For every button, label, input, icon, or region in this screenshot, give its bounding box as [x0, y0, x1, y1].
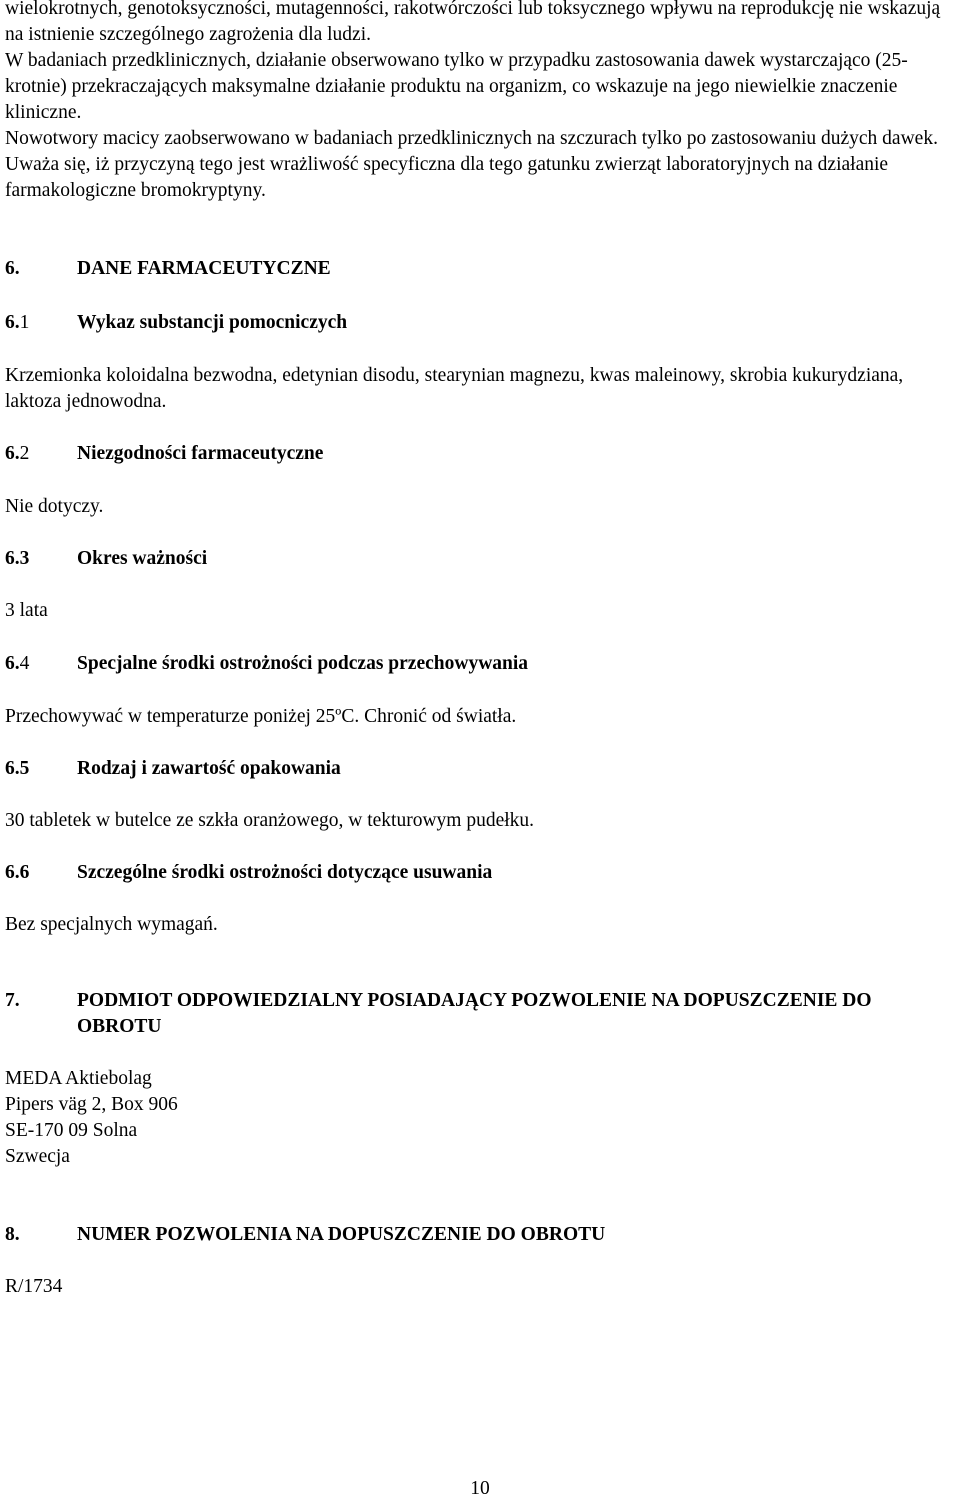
section-title: Specjalne środki ostrożności podczas przechowywania — [77, 653, 529, 674]
address-line: SE-170 09 Solna — [5, 1120, 138, 1141]
section-title: Niezgodności farmaceutyczne — [77, 443, 324, 464]
section-6-5-heading — [5, 756, 957, 782]
section-6-4-body: Przechowywać w temperaturze poniżej 25ºC. Chronić od światła. — [5, 706, 517, 727]
section-number: 6.2 — [5, 443, 30, 464]
intro-paragraph: wielokrotnych, genotoksyczności, mutagenności, rakotwórczości lub toksycznego wpływu na reprodukcję nie wskazują na istnienie szczególnego zagrożenia dla ludzi. — [5, 0, 941, 45]
section-number: 8. — [5, 1224, 20, 1245]
section-6-1-body: Krzemionka koloidalna bezwodna, edetynian disodu, stearynian magnezu, kwas maleinowy, skrobia kukurydziana, laktoza jednowodna. — [5, 365, 904, 412]
intro-paragraph: Nowotwory macicy zaobserwowano w badaniach przedklinicznych na szczurach tylko po zastosowaniu dużych dawek. Uważa się, iż przyczyną tego jest wrażliwość specyficzna dla tego gatunku zwierząt laboratoryjnych na działanie farmakologiczne bromokryptyny. — [5, 128, 938, 201]
section-title: DANE FARMACEUTYCZNE — [77, 258, 331, 279]
section-6-5-body: 30 tabletek w butelce ze szkła oranżowego, w tekturowym pudełku. — [5, 810, 535, 831]
section-title: NUMER POZWOLENIA NA DOPUSZCZENIE DO OBROTU — [77, 1224, 606, 1245]
section-7-heading — [5, 988, 957, 1040]
section-6-1-heading — [5, 310, 957, 336]
section-number: 6.5 — [5, 758, 30, 779]
section-6-6-body: Bez specjalnych wymagań. — [5, 914, 218, 935]
address-line: MEDA Aktiebolag — [5, 1068, 152, 1089]
section-number: 6.4 — [5, 653, 30, 674]
section-6-4-heading — [5, 651, 957, 677]
section-number: 6.6 — [5, 862, 30, 883]
address-line: Pipers väg 2, Box 906 — [5, 1094, 178, 1115]
section-number: 6.1 — [5, 312, 30, 333]
section-6-3-heading — [5, 546, 957, 572]
section-number: 6. — [5, 258, 20, 279]
section-8-heading — [5, 1222, 957, 1248]
section-title: PODMIOT ODPOWIEDZIALNY POSIADAJĄCY POZWOLENIE NA DOPUSZCZENIE DO OBROTU — [77, 990, 872, 1037]
page-number: 10 — [470, 1478, 490, 1499]
section-6-heading — [5, 256, 957, 282]
section-title: Rodzaj i zawartość opakowania — [77, 758, 341, 779]
section-8-body: R/1734 — [5, 1276, 63, 1297]
section-6-3-body: 3 lata — [5, 600, 48, 621]
intro-section — [5, 0, 957, 204]
section-number: 7. — [5, 990, 20, 1011]
section-6-6-heading — [5, 860, 957, 886]
section-6-2-heading — [5, 441, 957, 467]
section-7-address — [5, 1066, 957, 1170]
section-title: Szczególne środki ostrożności dotyczące usuwania — [77, 862, 493, 883]
address-line: Szwecja — [5, 1146, 70, 1167]
section-6-2-body: Nie dotyczy. — [5, 496, 104, 517]
section-title: Okres ważności — [77, 548, 208, 569]
intro-paragraph: W badaniach przedklinicznych, działanie obserwowano tylko w przypadku zastosowania dawek wystarczająco (25-krotnie) przekraczających maksymalne działanie produktu na organizm, co wskazuje na jego niewielkie znaczenie kliniczne. — [5, 50, 908, 123]
section-number: 6.3 — [5, 548, 30, 569]
section-title: Wykaz substancji pomocniczych — [77, 312, 348, 333]
